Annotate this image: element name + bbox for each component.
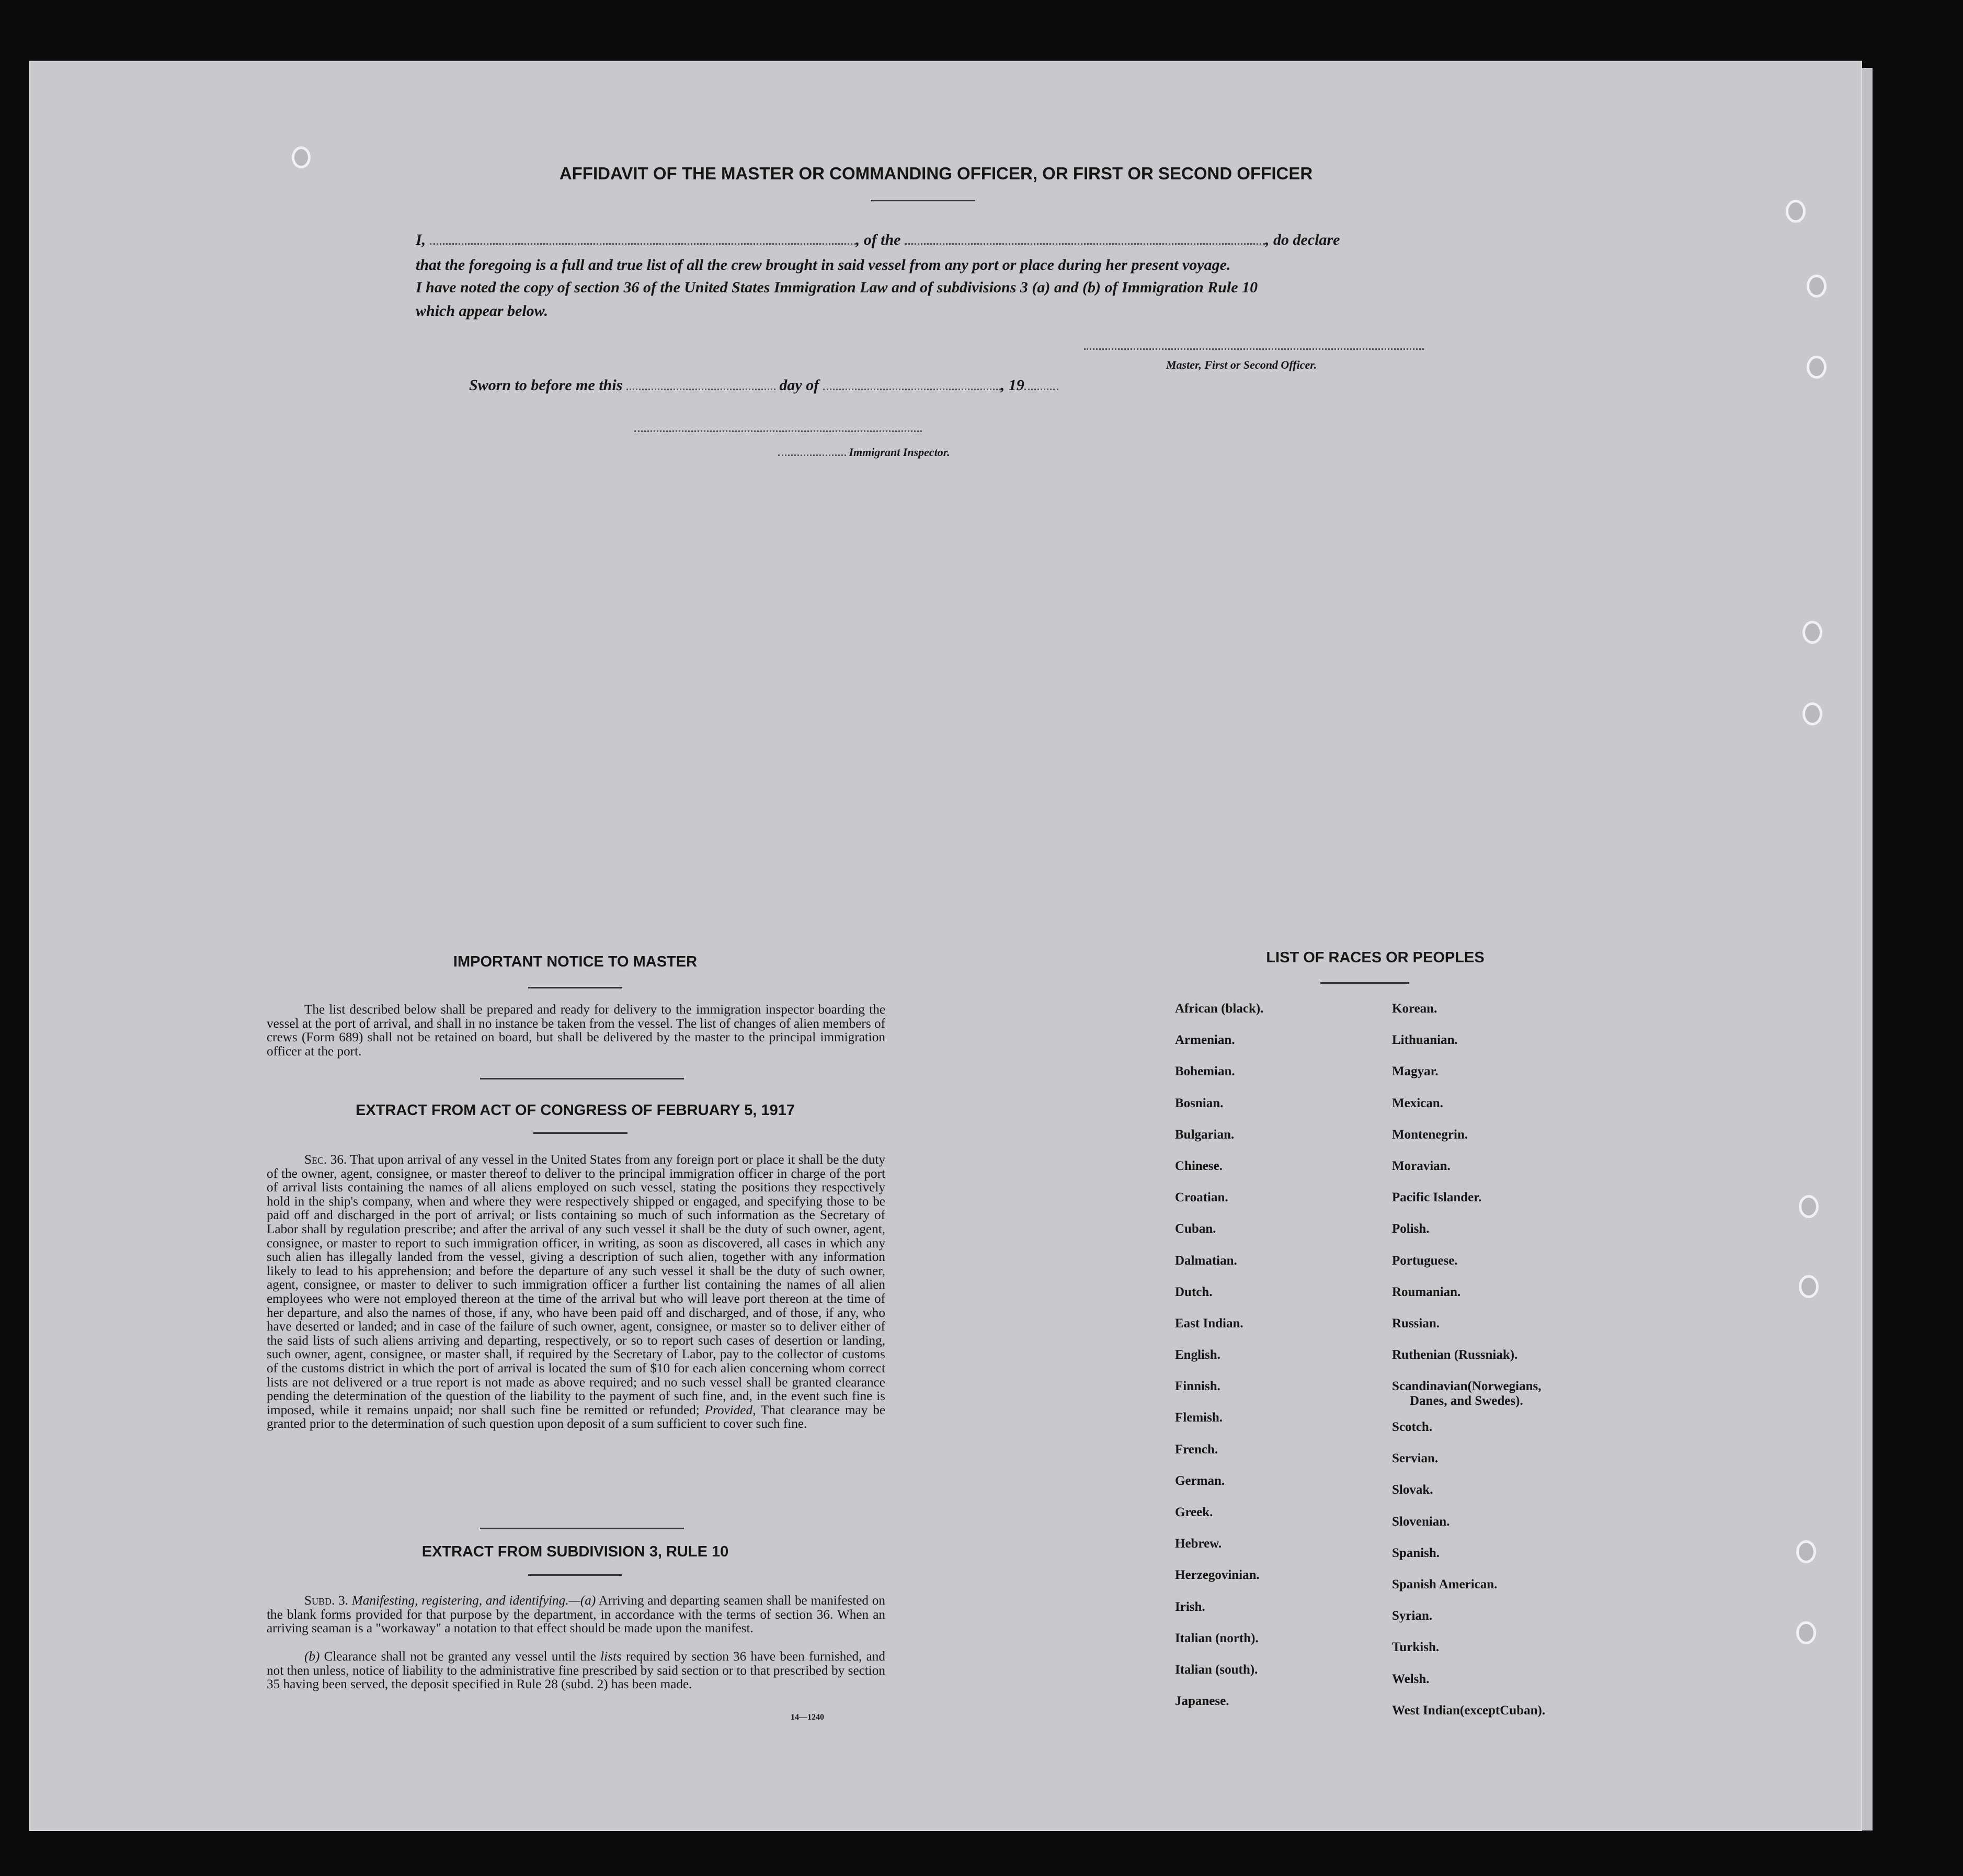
race-item: English. (1175, 1348, 1220, 1362)
month-field[interactable] (823, 389, 1001, 390)
rule-subd-heading: Manifesting, registering, and identifying.—(a) (351, 1594, 596, 1608)
race-item: Scotch. (1392, 1420, 1433, 1435)
sworn-line (469, 377, 1149, 394)
binder-hole (1807, 356, 1827, 379)
act-body-end: That clearance may be granted prior to the determination of such question upon deposit of a sum sufficient to cover such fine. (267, 1403, 886, 1431)
binder-hole (1799, 1275, 1819, 1298)
race-item: Herzegovinian. (1175, 1568, 1260, 1583)
race-item: Lithuanian. (1392, 1033, 1458, 1048)
rule-para-b2: required by section 36 have been furnished, and not then unless, notice of liability to the administrative fine prescribed by said section or to that prescribed by section 35 having been served, the deposit specified in Rule 28 (subd. 2) has been made. (267, 1650, 885, 1692)
year-field[interactable] (1024, 389, 1058, 390)
race-item-cont: Danes, and Swedes). (1410, 1394, 1523, 1408)
rule-para-b1: Clearance shall not be granted any vessel until the (324, 1650, 596, 1664)
race-item: Magyar. (1392, 1064, 1439, 1079)
race-item: Polish. (1392, 1222, 1430, 1236)
rule-para-a (267, 1594, 885, 1636)
race-item: Montenegrin. (1392, 1127, 1468, 1142)
signature-line[interactable] (1084, 348, 1424, 350)
binder-hole (1802, 702, 1822, 725)
races-column-1 (1175, 1002, 1374, 1725)
binder-hole (292, 146, 311, 168)
race-item: Bosnian. (1175, 1096, 1224, 1110)
race-item: Russian. (1392, 1316, 1440, 1331)
binder-hole (1799, 1195, 1819, 1218)
affidavit-line-1 (416, 231, 1425, 249)
sworn-text: Sworn to before me this (469, 377, 623, 394)
race-item: Chinese. (1175, 1158, 1223, 1173)
race-item: Roumanian. (1392, 1284, 1461, 1299)
race-item: Bulgarian. (1175, 1127, 1235, 1142)
race-item: Turkish. (1392, 1640, 1440, 1655)
divider (1320, 982, 1409, 984)
race-item: Spanish. (1392, 1545, 1440, 1560)
inspector-line (778, 446, 950, 459)
race-item: Greek. (1175, 1505, 1213, 1519)
affidavit-line-2: that the foregoing is a full and true list of all the crew brought in said vessel from any port or place during her present voyage. (416, 256, 1231, 274)
divider (871, 200, 975, 201)
act-provided: Provided, (704, 1403, 756, 1417)
name-field[interactable] (430, 243, 856, 245)
race-item: Welsh. (1392, 1672, 1430, 1686)
vessel-field[interactable] (905, 243, 1265, 245)
race-item: Bohemian. (1175, 1064, 1235, 1079)
day-field[interactable] (626, 389, 775, 390)
binder-hole (1796, 1540, 1816, 1563)
race-item: Slovenian. (1392, 1514, 1450, 1529)
race-item: French. (1175, 1442, 1218, 1457)
race-item: Mexican. (1392, 1096, 1443, 1110)
race-item: Portuguese. (1392, 1253, 1458, 1268)
race-item: Slovak. (1392, 1483, 1433, 1497)
race-item: Irish. (1175, 1599, 1205, 1614)
act-body (267, 1153, 885, 1431)
affidavit-declare: , do declare (1265, 231, 1340, 248)
race-item: Japanese. (1175, 1694, 1229, 1709)
notice-title: IMPORTANT NOTICE TO MASTER (453, 953, 698, 970)
race-item: Pacific Islander. (1392, 1190, 1482, 1205)
rule-subd-label: Subd. 3. (304, 1594, 348, 1608)
race-item: African (black). (1175, 1002, 1264, 1016)
race-item: West Indian(exceptCuban). (1392, 1703, 1546, 1718)
race-item: Dutch. (1175, 1284, 1213, 1299)
race-item: Hebrew. (1175, 1537, 1222, 1551)
binder-hole (1802, 621, 1822, 644)
binder-hole (1796, 1621, 1816, 1644)
race-item: Armenian. (1175, 1033, 1235, 1048)
race-item: East Indian. (1175, 1316, 1243, 1331)
race-item: Syrian. (1392, 1609, 1433, 1623)
races-column-2 (1392, 1002, 1612, 1735)
races-title: LIST OF RACES OR PEOPLES (1266, 949, 1485, 966)
divider (528, 1574, 622, 1576)
binder-hole (1786, 200, 1806, 223)
notice-body: The list described below shall be prepared and ready for delivery to the immigration inspector boarding the vessel at the port of arrival, and shall in no instance be taken from the vessel. The list of changes of alien members of crews (Form 689) shall not be retained on board, but shall be delivered by the master to the principal immigration officer at the port. (267, 1003, 885, 1059)
race-item: Scandinavian(Norwegians, (1392, 1379, 1542, 1394)
rule-para-a-text: Arriving and departing seamen shall be manifested on the blank forms provided for that purpose by the department, in accordance with the terms of section 36. When an arriving seaman is a "workaway" a notation to that effect should be made upon the manifest. (267, 1594, 885, 1636)
rule-lists: lists (600, 1650, 622, 1664)
divider (533, 1132, 627, 1134)
affidavit-line-4: which appear below. (416, 302, 549, 320)
rule-b-label: (b) (304, 1650, 320, 1664)
form-number: 14—1240 (791, 1713, 824, 1722)
race-item: Italian (north). (1175, 1631, 1259, 1645)
race-item: German. (1175, 1473, 1225, 1488)
race-item: Servian. (1392, 1451, 1439, 1466)
race-item: Moravian. (1392, 1158, 1451, 1173)
act-sec-label: Sec. 36. (304, 1153, 347, 1167)
race-item: Korean. (1392, 1002, 1437, 1016)
affidavit-title: AFFIDAVIT OF THE MASTER OR COMMANDING OFFICER, OR FIRST OR SECOND OFFICER (559, 164, 1313, 183)
affidavit-line-3: I have noted the copy of section 36 of the United States Immigration Law and of subdivisions 3 (a) and (b) of Immigration Rule 10 (416, 279, 1258, 296)
rule-para-b (267, 1650, 885, 1692)
race-item: Finnish. (1175, 1379, 1220, 1394)
race-item: Italian (south). (1175, 1662, 1258, 1677)
divider (480, 1528, 684, 1529)
sheet-edge (1862, 68, 1873, 1830)
race-item: Croatian. (1175, 1190, 1228, 1205)
inspector-dots (778, 454, 846, 456)
act-body-text: That upon arrival of any vessel in the United States from any foreign port or place it shall be the duty of the owner, agent, consignee, or master thereof to deliver to the principal immigration officer in charge of the port of arrival lists containing the names of all aliens employed on such vessel, stating the positions they respectively hold in the ship's company, when and where they were respectively shipped or engaged, and specifying those to be paid off and discharged in the port of arrival; or lists containing so much of such information as the Secretary of Labor shall by regulation prescribe; and after the arrival of any such vessel it shall be the duty of such owner, agent, consignee, or master to report to such immigration officer, in writing, as soon as discovered, all cases in which any such alien has illegally landed from the vessel, giving a description of such alien, together with any information likely to lead to his apprehension; and before the departure of any such vessel it shall be the duty of such owner, agent, consignee, or master to deliver to such immigration officer a further list containing the names of all alien employees who were not employed thereon at the time of the arrival but who will leave port thereon at the time of her departure, and also the names of those, if any, who have been paid off and discharged, and of those, if any, who have deserted or landed; and in case of the failure of such owner, agent, consignee, or master so to deliver either of the said lists of such aliens arriving and departing, respectively, or so to report such cases of desertion or landing, such owner, agent, consignee, or master shall, if required by the Secretary of Labor, pay to the collector of customs of the customs district in which the port of arrival is located the sum of $10 for each alien concerning whom correct lists are not delivered or a true report is not made as above required; and no such vessel shall be granted clearance pending the determination of the question of the liability to the payment of such fine, and, in the event such fine is imposed, while it remains unpaid; nor shall such fine be remitted or refunded; (267, 1153, 886, 1417)
divider (528, 987, 622, 988)
act-title: EXTRACT FROM ACT OF CONGRESS OF FEBRUARY 5, 1917 (355, 1102, 795, 1119)
divider (480, 1078, 684, 1079)
inspector-label: Immigrant Inspector. (849, 446, 950, 459)
year-prefix: , 19 (1000, 377, 1024, 394)
affidavit-i: I, (416, 231, 426, 248)
day-of-text: day of (779, 377, 819, 394)
race-item: Ruthenian (Russniak). (1392, 1348, 1518, 1362)
race-item: Cuban. (1175, 1222, 1216, 1236)
race-item: Dalmatian. (1175, 1253, 1237, 1268)
affidavit-of-the: , of the (855, 231, 901, 248)
binder-hole (1807, 275, 1827, 298)
race-item-scandinavian (1392, 1379, 1612, 1420)
race-item: Flemish. (1175, 1411, 1223, 1425)
inspector-signature-line[interactable] (634, 430, 922, 432)
rule-title: EXTRACT FROM SUBDIVISION 3, RULE 10 (421, 1543, 729, 1560)
race-item: Spanish American. (1392, 1577, 1498, 1591)
signature-label: Master, First or Second Officer. (1166, 358, 1317, 371)
